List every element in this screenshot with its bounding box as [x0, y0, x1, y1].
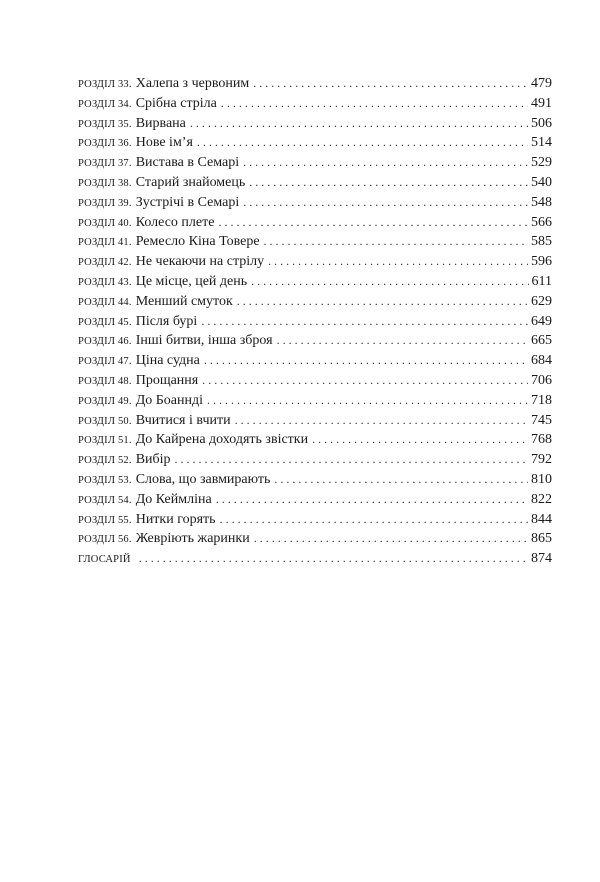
chapter-title: Вибір — [135, 452, 171, 468]
chapter-title: Інші битви, інша зброя — [135, 333, 273, 349]
page-number: 718 — [531, 392, 552, 408]
chapter-prefix: РОЗДІЛ 39. — [78, 197, 132, 209]
toc-entry[interactable] — [78, 312, 552, 332]
toc-entry[interactable] — [78, 510, 552, 530]
page-number: 529 — [531, 155, 552, 171]
chapter-title: Прощання — [135, 372, 199, 388]
chapter-prefix: РОЗДІЛ 44. — [78, 296, 132, 308]
chapter-title: Менший смуток — [135, 293, 233, 309]
chapter-title: Зустрічі в Семарі — [135, 194, 240, 210]
dot-leader — [274, 470, 528, 490]
page-number: 649 — [531, 313, 552, 329]
dot-leader — [249, 173, 528, 193]
chapter-title: Колесо плете — [135, 214, 215, 230]
chapter-title: Срібна стріла — [135, 95, 217, 111]
chapter-title: Вирвана — [135, 115, 186, 131]
chapter-prefix: РОЗДІЛ 42. — [78, 257, 132, 269]
toc-entry[interactable] — [78, 272, 552, 292]
dot-leader — [204, 351, 528, 371]
chapter-prefix: РОЗДІЛ 48. — [78, 375, 132, 387]
toc-entry[interactable] — [78, 430, 552, 450]
page-number: 768 — [531, 432, 552, 448]
toc-entry[interactable] — [78, 153, 552, 173]
toc-entry[interactable] — [78, 232, 552, 252]
page-number: 706 — [531, 372, 552, 388]
chapter-title: До Кеймліна — [135, 491, 212, 507]
dot-leader — [277, 331, 528, 351]
page-number: 596 — [531, 254, 552, 270]
chapter-prefix: РОЗДІЛ 47. — [78, 356, 132, 368]
page-number: 665 — [531, 333, 552, 349]
chapter-title: Ціна судна — [135, 353, 200, 369]
chapter-title: Нове ім’я — [135, 135, 193, 151]
dot-leader — [190, 114, 528, 134]
page-number: 874 — [531, 551, 552, 567]
toc-entry[interactable] — [78, 450, 552, 470]
chapter-prefix: РОЗДІЛ 55. — [78, 514, 132, 526]
page-number: 514 — [531, 135, 552, 151]
chapter-prefix: РОЗДІЛ 37. — [78, 158, 132, 170]
page-number: 491 — [531, 95, 552, 111]
page-number: 611 — [531, 273, 552, 289]
chapter-title: До Кайрена доходять звістки — [135, 432, 309, 448]
page-number: 585 — [531, 234, 552, 250]
chapter-prefix: РОЗДІЛ 54. — [78, 494, 132, 506]
toc-entry-glossary[interactable] — [78, 549, 552, 569]
page-number: 844 — [531, 511, 552, 527]
page-number: 792 — [531, 452, 552, 468]
toc-entry[interactable] — [78, 490, 552, 510]
dot-leader — [235, 411, 528, 431]
toc-entry[interactable] — [78, 133, 552, 153]
chapter-prefix: РОЗДІЛ 50. — [78, 415, 132, 427]
dot-leader — [139, 549, 528, 569]
toc-entry[interactable] — [78, 193, 552, 213]
chapter-title: Халепа з червоним — [135, 76, 250, 91]
chapter-title: Старий знайомець — [135, 174, 246, 190]
page-number: 822 — [531, 491, 552, 507]
chapter-prefix: РОЗДІЛ 51. — [78, 435, 132, 447]
chapter-prefix: РОЗДІЛ 49. — [78, 395, 132, 407]
dot-leader — [264, 232, 528, 252]
dot-leader — [312, 430, 528, 450]
dot-leader — [237, 292, 528, 312]
dot-leader — [201, 312, 528, 332]
chapter-title: Після бурі — [135, 313, 198, 329]
toc-entry[interactable] — [78, 331, 552, 351]
dot-leader — [216, 490, 528, 510]
chapter-title: Вистава в Семарі — [135, 155, 240, 171]
chapter-prefix: РОЗДІЛ 43. — [78, 276, 132, 288]
dot-leader — [253, 74, 528, 94]
page-number: 540 — [531, 174, 552, 190]
chapter-prefix: РОЗДІЛ 45. — [78, 316, 132, 328]
chapter-prefix: РОЗДІЛ 56. — [78, 534, 132, 546]
chapter-prefix: РОЗДІЛ 53. — [78, 474, 132, 486]
toc-entry[interactable] — [78, 74, 552, 94]
toc-entry[interactable] — [78, 173, 552, 193]
chapter-prefix: РОЗДІЛ 38. — [78, 177, 132, 189]
page-number: 810 — [531, 471, 552, 487]
dot-leader — [243, 193, 528, 213]
chapter-prefix: РОЗДІЛ 36. — [78, 138, 132, 150]
toc-entry[interactable] — [78, 94, 552, 114]
chapter-prefix: РОЗДІЛ 40. — [78, 217, 132, 229]
dot-leader — [221, 94, 528, 114]
chapter-prefix: РОЗДІЛ 34. — [78, 98, 132, 110]
chapter-title: Ремесло Кіна Товере — [135, 234, 260, 250]
chapter-prefix: РОЗДІЛ 52. — [78, 455, 132, 467]
dot-leader — [202, 371, 528, 391]
page-number: 506 — [531, 115, 552, 131]
page-number: 548 — [531, 194, 552, 210]
chapter-title: Не чекаючи на стрілу — [135, 254, 265, 270]
chapter-title: Жевріють жаринки — [135, 531, 250, 547]
dot-leader — [175, 450, 528, 470]
dot-leader — [218, 213, 528, 233]
toc-entry[interactable] — [78, 470, 552, 490]
page-number: 865 — [531, 531, 552, 547]
dot-leader — [251, 272, 528, 292]
dot-leader — [220, 510, 528, 530]
chapter-title: Це місце, цей день — [135, 273, 248, 289]
chapter-title: Вчитися і вчити — [135, 412, 231, 428]
page-number: 745 — [531, 412, 552, 428]
chapter-prefix: РОЗДІЛ 33. — [78, 79, 132, 90]
toc-entry[interactable] — [78, 114, 552, 134]
table-of-contents — [78, 74, 552, 569]
toc-entry[interactable] — [78, 213, 552, 233]
chapter-prefix: РОЗДІЛ 35. — [78, 118, 132, 130]
toc-entry[interactable] — [78, 252, 552, 272]
dot-leader — [254, 529, 528, 549]
toc-entry[interactable] — [78, 529, 552, 549]
toc-entry[interactable] — [78, 292, 552, 312]
chapter-prefix: РОЗДІЛ 46. — [78, 336, 132, 348]
toc-entry[interactable] — [78, 411, 552, 431]
toc-entry[interactable] — [78, 391, 552, 411]
page-number: 566 — [531, 214, 552, 230]
page-number: 479 — [531, 76, 552, 91]
dot-leader — [197, 133, 528, 153]
toc-entry[interactable] — [78, 371, 552, 391]
dot-leader — [243, 153, 528, 173]
chapter-prefix: РОЗДІЛ 41. — [78, 237, 132, 249]
dot-leader — [207, 391, 528, 411]
toc-entry[interactable] — [78, 351, 552, 371]
chapter-title: Слова, що завмирають — [135, 471, 271, 487]
page-number: 684 — [531, 353, 552, 369]
chapter-title: До Боанндi — [135, 392, 204, 408]
dot-leader — [268, 252, 528, 272]
page-number: 629 — [531, 293, 552, 309]
glossary-label: ГЛОСАРІЙ — [78, 554, 131, 566]
chapter-title: Нитки горять — [135, 511, 216, 527]
